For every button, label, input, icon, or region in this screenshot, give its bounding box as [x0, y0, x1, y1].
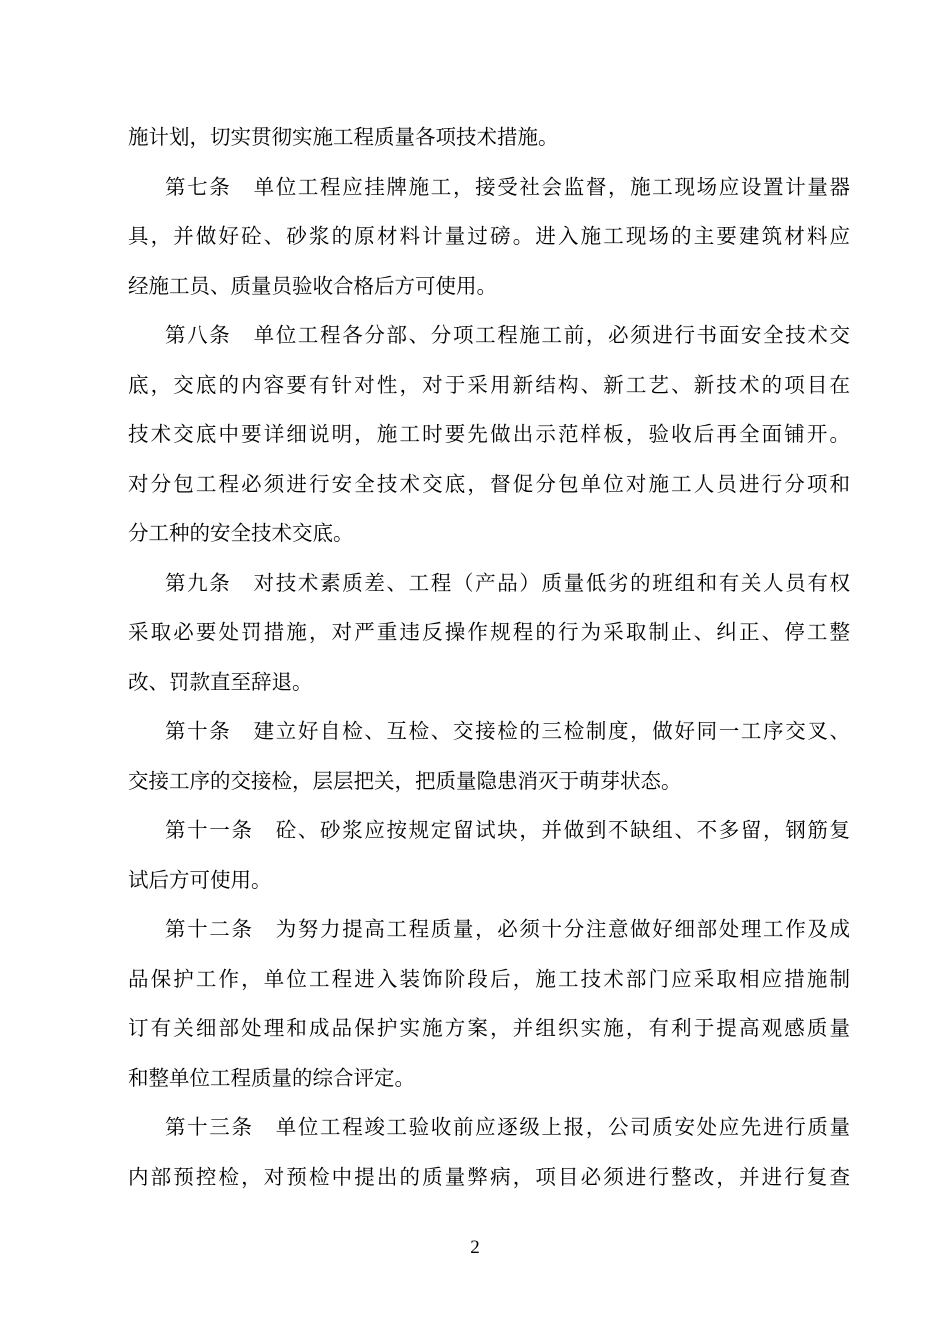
text-line: 第十条 建立好自检、互检、交接检的三检制度，做好同一工序交叉、	[165, 719, 850, 743]
text-line: 和整单位工程质量的综合评定。	[128, 1065, 415, 1090]
text-line: 分工种的安全技术交底。	[128, 521, 354, 545]
body-text	[128, 113, 850, 1202]
text-line: 第十一条 砼、砂浆应按规定留试块，并做到不缺组、不多留，钢筋复	[165, 818, 850, 842]
page-number: 2	[470, 1237, 480, 1258]
text-line: 第七条 单位工程应挂牌施工，接受社会监督，施工现场应设置计量器	[165, 174, 850, 199]
text-line: 采取必要处罚措施，对严重违反操作规程的行为采取制止、纠正、停工整	[128, 620, 850, 644]
text-line: 内部预控检，对预检中提出的质量弊病，项目必须进行整改，并进行复查	[128, 1164, 850, 1189]
text-line: 技术交底中要详细说明，施工时要先做出示范样板，验收后再全面铺开。	[128, 422, 850, 446]
text-line: 具，并做好砼、砂浆的原材料计量过磅。进入施工现场的主要建筑材料应	[128, 224, 850, 248]
text-line: 第八条 单位工程各分部、分项工程施工前，必须进行书面安全技术交	[165, 323, 850, 347]
text-line: 第十三条 单位工程竣工验收前应逐级上报，公司质安处应先进行质量	[165, 1115, 850, 1139]
text-line: 对分包工程必须进行安全技术交底，督促分包单位对施工人员进行分项和	[128, 471, 850, 496]
text-line: 订有关细部处理和成品保护实施方案，并组织实施，有利于提高观感质量	[128, 1016, 850, 1040]
text-line: 交接工序的交接检，层层把关，把质量隐患消灭于萌芽状态。	[128, 768, 682, 793]
text-line: 第九条 对技术素质差、工程（产品）质量低劣的班组和有关人员有权	[165, 570, 850, 595]
text-line: 第十二条 为努力提高工程质量，必须十分注意做好细部处理工作及成	[165, 917, 850, 941]
text-line: 经施工员、质量员验收合格后方可使用。	[128, 273, 497, 298]
text-line: 施计划，切实贯彻实施工程质量各项技术措施。	[128, 125, 559, 149]
text-line: 试后方可使用。	[128, 867, 272, 892]
text-line: 改、罚款直至辞退。	[128, 669, 313, 694]
text-line: 品保护工作，单位工程进入装饰阶段后，施工技术部门应采取相应措施制	[128, 966, 850, 991]
text-line: 底，交底的内容要有针对性，对于采用新结构、新工艺、新技术的项目在	[128, 372, 850, 397]
